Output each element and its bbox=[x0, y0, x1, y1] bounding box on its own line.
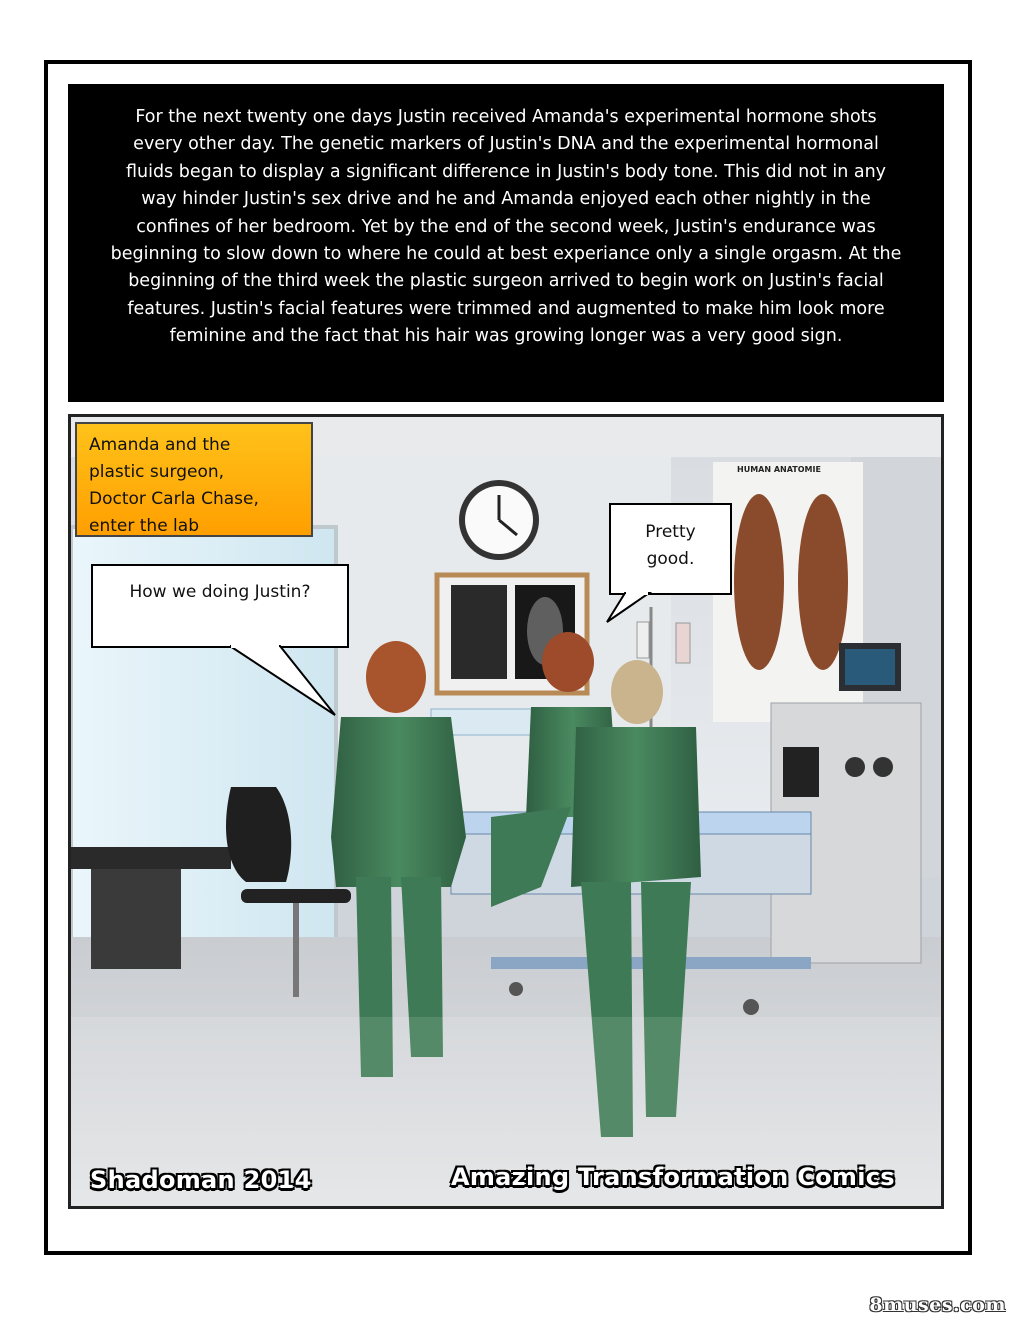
author-credit: Shadoman 2014 bbox=[90, 1166, 312, 1194]
caption-line: For the next twenty one days Justin received Amanda's experimental hormone shots bbox=[135, 107, 877, 127]
caption-line: feminine and the fact that his hair was growing longer was a very good sign. bbox=[169, 326, 843, 347]
narration-box bbox=[75, 422, 313, 537]
narration-line: Doctor Carla Chase, bbox=[89, 489, 259, 509]
caption-line: confines of her bedroom. Yet by the end of the second week, Justin's endurance was bbox=[136, 216, 876, 237]
speech-tail-left bbox=[230, 645, 340, 720]
publisher-credit: Amazing Transformation Comics bbox=[451, 1163, 895, 1191]
caption-line: way hinder Justin's sex drive and he and Amanda enjoyed each other nightly in the bbox=[141, 189, 871, 210]
narration-line: plastic surgeon, bbox=[89, 462, 225, 482]
site-watermark: 8muses.com bbox=[869, 1294, 1006, 1316]
caption-line: every other day. The genetic markers of Justin's DNA and the experimental hormonal bbox=[133, 134, 879, 155]
speech-text-left: How we doing Justin? bbox=[129, 582, 311, 602]
speech-tail-right bbox=[605, 592, 655, 624]
narration-line: Amanda and the bbox=[89, 435, 231, 455]
caption-line: beginning of the third week the plastic surgeon arrived to begin work on Justin's facial bbox=[128, 271, 884, 292]
speech-text-right-line: good. bbox=[646, 549, 695, 569]
caption-line: beginning to slow down to where he could at best experiance only a single orgasm. At the bbox=[110, 244, 902, 265]
caption-box bbox=[68, 84, 944, 402]
speech-bubble-left bbox=[91, 564, 349, 648]
caption-line: features. Justin's facial features were trimmed and augmented to make him look more bbox=[127, 298, 885, 319]
anatomy-poster-title: HUMAN ANATOMIE bbox=[737, 465, 821, 474]
narration-line: enter the lab bbox=[89, 516, 199, 536]
speech-text-right-line: Pretty bbox=[645, 522, 696, 542]
caption-line: fluids began to display a significant difference in Justin's body tone. This did not in any bbox=[125, 161, 887, 182]
speech-bubble-right bbox=[609, 503, 732, 595]
